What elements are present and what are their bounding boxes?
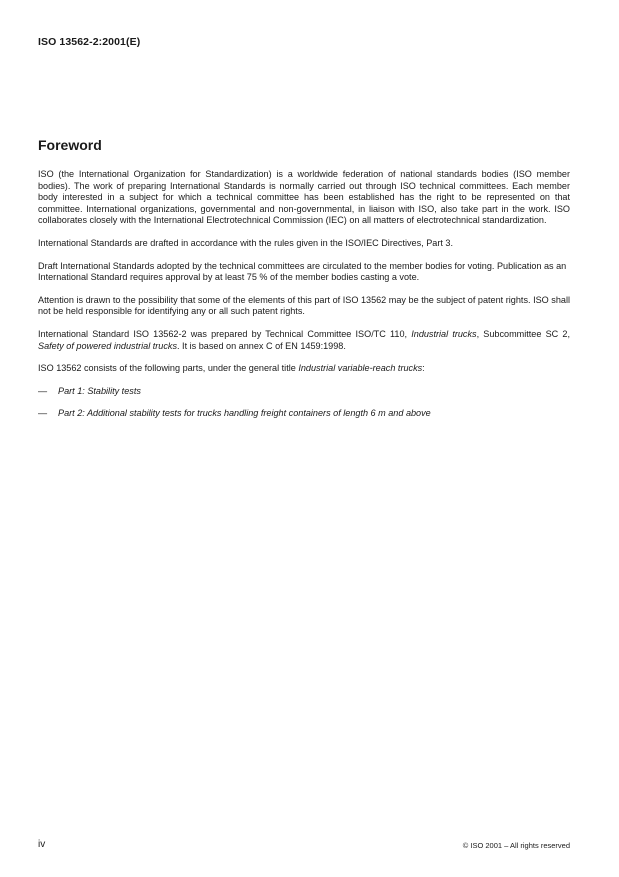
dash-bullet: — bbox=[38, 385, 48, 396]
paragraph-parts-intro bbox=[38, 363, 570, 375]
prepared-by-text-2: , Subcommittee SC 2, bbox=[476, 328, 570, 339]
general-title: Industrial variable-reach trucks bbox=[298, 363, 423, 374]
paragraph-patent-rights: Attention is drawn to the possibility that some of the elements of this part of ISO 13562 may be the subject of patent rights. ISO shall not be held responsible for identifying any or all such patent rights. bbox=[38, 294, 570, 317]
page-number: iv bbox=[38, 839, 46, 850]
paragraph-directives: International Standards are drafted in accordance with the rules given in the ISO/IEC Directives, Part 3. bbox=[38, 237, 453, 248]
paragraph-voting: Draft International Standards adopted by the technical committees are circulated to the member bodies for voting. Publication as an International Standard requires approval by at least 75 % of the member bodies casting a vote. bbox=[38, 260, 567, 283]
parts-intro-colon: : bbox=[422, 363, 425, 374]
prepared-by-text-3: . It is based on annex C of EN 1459:1998. bbox=[177, 340, 346, 351]
section-title: Foreword bbox=[38, 137, 102, 153]
document-id: ISO 13562-2:2001(E) bbox=[38, 36, 141, 48]
foreword-body bbox=[38, 169, 570, 431]
list-item-part-1 bbox=[38, 386, 570, 398]
paragraph-prepared-by bbox=[38, 329, 570, 352]
part-1-title: Part 1: Stability tests bbox=[58, 385, 141, 396]
list-item-part-2 bbox=[38, 408, 570, 420]
copyright-notice: © ISO 2001 – All rights reserved bbox=[462, 841, 570, 850]
prepared-by-text-1: International Standard ISO 13562-2 was prepared by Technical Committee ISO/TC 110, bbox=[38, 328, 412, 339]
paragraph-iso-intro: ISO (the International Organization for Standardization) is a worldwide federation of national standards bodies (ISO member bodies). The work of preparing International Standards is normally carried out through ISO technical committees. Each member body interested in a subject for which a technical committee has been established has the right to be represented on that committee. International organizations, governmental and non-governmental, in liaison with ISO, also take part in the work. ISO collaborates closely with the International Electrotechnical Commission (IEC) on all matters of electrotechnical standardization. bbox=[38, 169, 570, 226]
subcommittee-title: Safety of powered industrial trucks bbox=[38, 340, 177, 351]
part-2-title: Part 2: Additional stability tests for trucks handling freight containers of length 6 m and above bbox=[58, 408, 431, 419]
dash-bullet: — bbox=[38, 408, 48, 419]
parts-intro-text: ISO 13562 consists of the following parts, under the general title bbox=[38, 363, 299, 374]
committee-title: Industrial trucks bbox=[411, 328, 477, 339]
